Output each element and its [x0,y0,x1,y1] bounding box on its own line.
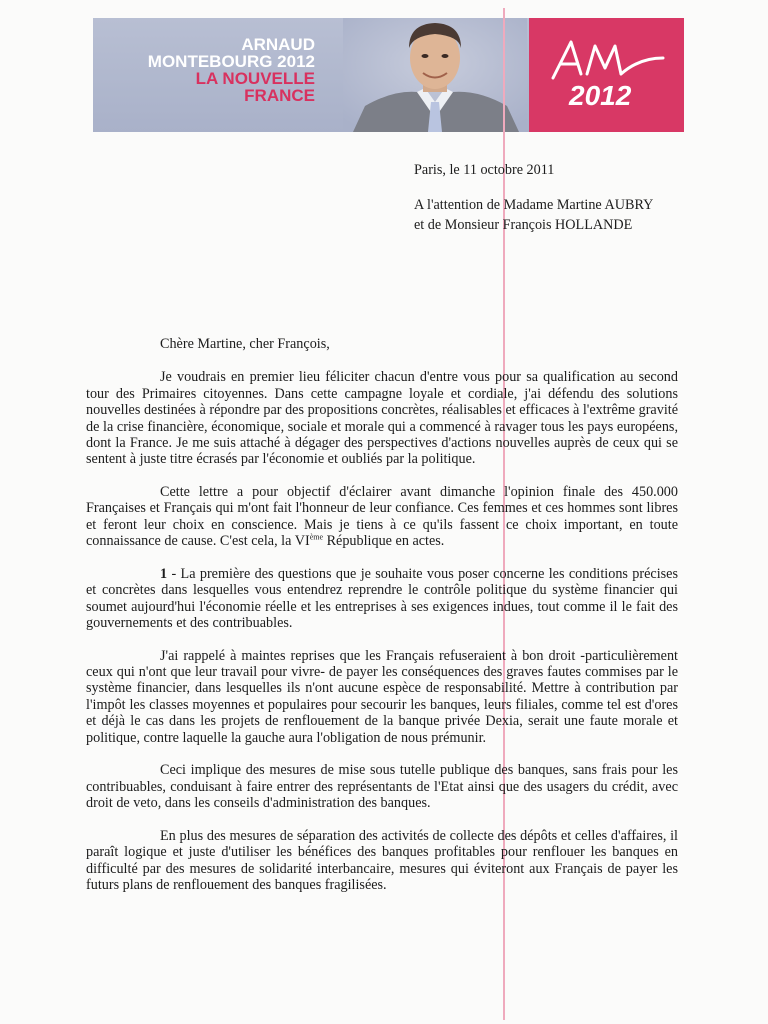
candidate-portrait [343,18,527,132]
paragraph-2-text: Cette lettre a pour objectif d'éclairer avant dimanche l'opinion finale des 450.000 Françaises et Français qui m'ont fait l'honneur de leur confiance. Ces femmes et ces hommes sont libres et feront leur choix en conscience. Mais je tiens à ce qu'ils fassent ce choix important, en toute connaissance de cause. C'est cela, la VI [86,484,678,550]
banner-name-line2: MONTEBOURG 2012 [147,52,315,71]
banner-name-line1: ARNAUD [241,35,315,54]
banner-title [93,36,315,104]
question-number: 1 [160,565,168,582]
paragraph-3-text: - La première des questions que je souhaite vous poser concerne les conditions précises et concrètes dans lesquelles vous entendrez reprendre le contrôle politique du système financier qui soumet aujourd'hui l'économie réelle et les entreprises à ses exigences indues, tout comme il le fait des gouvernements et des contribuables. [86,565,678,632]
paragraph-1: Je voudrais en premier lieu féliciter chacun d'entre vous pour sa qualification au second tour des Primaires citoyennes. Dans cette campagne loyale et cordiale, j'ai défendu des solutions nouvelles destinées à répondre par des propositions concrètes, réalisables et efficaces à l'extrême gravité de la crise financière, économique, sociale et morale qui a commencé à ravager tous les pays européens, dont la France. Je me suis attaché à dégager des perspectives d'actions nouvelles auprès de ceux qui se sentent à juste titre écrasés par l'économie et oubliés par la politique. [86,369,678,468]
paragraph-3 [86,566,678,632]
paragraph-2-text-end: République en actes. [323,533,445,550]
salutation: Chère Martine, cher François, [160,336,330,352]
place-date: Paris, le 11 octobre 2011 [414,162,555,178]
letter-body [86,336,678,910]
superscript: ème [309,532,324,542]
banner-year: 2012 [569,80,632,111]
am-monogram-logo [547,34,667,82]
banner-slogan-line1: LA NOUVELLE [195,69,315,88]
campaign-banner [93,18,684,132]
brand-block [529,18,684,132]
paragraph-6: En plus des mesures de séparation des activités de collecte des dépôts et celles d'affaires, il paraît logique et juste d'utiliser les bénéfices des banques profitables pour renflouer les banques en difficulté par des mesures de solidarité interbancaire, mesures qui éviteront aux Français de payer les futurs plans de renflouement des banques fragilisées. [86,827,678,893]
paragraph-5: Ceci implique des mesures de mise sous tutelle publique des banques, sans frais pour les contribuables, conduisant à faire entrer des représentants de l'Etat ainsi que des usagers du crédit, avec droit de veto, dans les conseils d'administration des banques. [86,762,678,812]
recipient-line-2: et de Monsieur François HOLLANDE [414,217,633,233]
paragraph-2 [86,484,678,550]
banner-slogan-line2: FRANCE [244,86,315,105]
recipients-block [414,195,653,235]
recipient-line-1: A l'attention de Madame Martine AUBRY [414,197,654,213]
paragraph-4: J'ai rappelé à maintes reprises que les Français refuseraient à bon droit -particulièrement ceux qui n'ont que leur travail pour vivre- de payer les conséquences des graves fautes commises par le système financier, dans lesquelles ils n'ont aucune espèce de responsabilité. Mettre à contribution par l'impôt les classes moyennes et populaires pour secourir les banques, leurs filiales, comme tel est d'ores et déjà le cas dans les projets de renflouement de la banque privée Dexia, serait une faute morale et politique, contre laquelle la gauche aura l'obligation de nous prémunir. [86,647,678,746]
